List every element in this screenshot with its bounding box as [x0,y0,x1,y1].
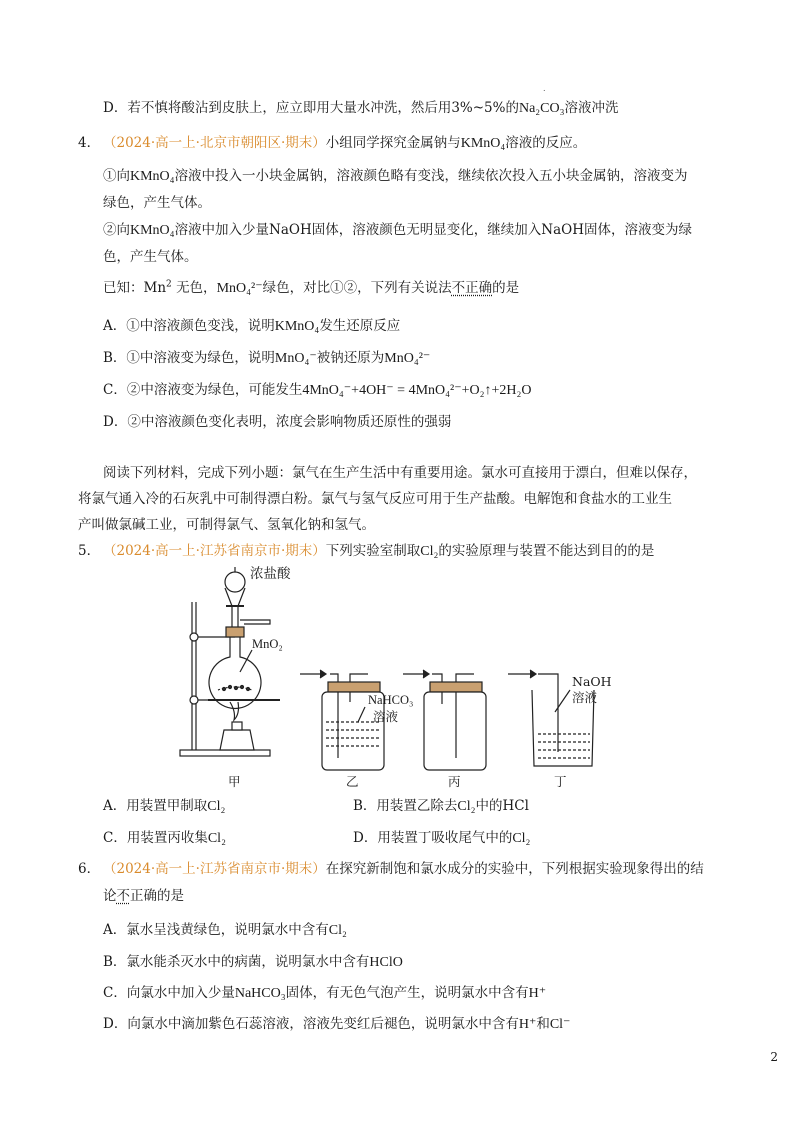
q4-option-a: A．①中溶液颜色变浅，说明KMnO₄发生还原反应 [103,318,401,334]
label-nahco3: NaHCO₃ [368,693,414,707]
q6-option-a: A．氯水呈浅黄绿色，说明氯水中含有Cl₂ [103,922,347,938]
q4-procedure-1-cont: 绿色，产生气体。 [103,195,211,211]
label-naoh-solution: NaOH溶液 [572,674,612,705]
q5-option-b: B．用装置乙除去Cl₂中的HCl [353,798,529,814]
label-jia: 甲 [228,774,241,789]
label-ding: 丁 [554,774,567,789]
q6-option-d: D．向氯水中滴加紫色石蕊溶液，溶液先变红后褪色，说明氯水中含有H⁺和Cl⁻ [103,1016,571,1032]
q4-number: 4． [78,135,101,151]
q5-number: 5． [78,543,101,559]
q6-stem-cont: 论不正确的是 [103,888,184,904]
prev-question-option-d: D．若不慎将酸沾到皮肤上，应立即用大量水冲洗，然后用3%~5%的Na₂CO₃溶液冲洗 [103,100,619,116]
apparatus-drawing [160,562,620,792]
q6-stem: （2024·高一上·江苏省南京市·期末）在探究新制饱和氯水成分的实验中，下列根据实验现象得出的结 [103,861,704,877]
reading-line-1: 阅读下列材料，完成下列小题：氯气在生产生活中有重要用途。氯水可直接用于漂白，但难以保存， [103,465,697,481]
reading-line-2: 将氯气通入冷的石灰乳中可制得漂白粉。氯气与氢气反应可用于生产盐酸。电解饱和食盐水的工业生 [78,491,672,507]
q6-option-b: B．氯水能杀灭水中的病菌，说明氯水中含有HClO [103,954,403,970]
label-concentrated-hcl: 浓盐酸 [250,566,291,582]
page-number: 2 [770,1050,778,1064]
reading-line-3: 产叫做氯碱工业，可制得氯气、氢氧化钠和氢气。 [78,517,375,533]
label-yi: 乙 [346,774,359,789]
apparatus-bing [403,670,486,770]
q4-procedure-1: ①向KMnO₄溶液中投入一小块金属钠，溶液颜色略有变浅，继续依次投入五小块金属钠，溶液变为 [103,168,688,184]
label-solution: 溶液 [373,709,399,724]
q5-stem: （2024·高一上·江苏省南京市·期末）下列实验室制取Cl₂的实验原理与装置不能达到目的的是 [103,543,655,559]
q4-procedure-2: ②向KMnO₄溶液中加入少量NaOH固体，溶液颜色无明显变化，继续加入NaOH固体，溶液变为绿 [103,222,692,238]
label-bing: 丙 [448,774,461,789]
q5-source: （2024·高一上·江苏省南京市·期末） [103,543,326,559]
apparatus-figure [160,562,620,792]
apparatus-yi [300,670,384,770]
q6-option-c: C．向氯水中加入少量NaHCO₃固体，有无色气泡产生，说明氯水中含有H⁺ [103,985,547,1001]
q6-number: 6． [78,861,101,877]
q5-option-d: D．用装置丁吸收尾气中的Cl₂ [353,830,531,846]
q5-option-a: A．用装置甲制取Cl₂ [103,798,226,814]
q4-stem: （2024·高一上·北京市朝阳区·期末）小组同学探究金属钠与KMnO₄溶液的反应。 [103,135,587,151]
q4-procedure-2-cont: 色，产生气体。 [103,249,198,265]
q6-source: （2024·高一上·江苏省南京市·期末） [103,861,326,877]
q5-option-c: C．用装置丙收集Cl₂ [103,830,226,846]
q4-option-d: D．②中溶液颜色变化表明，浓度会影响物质还原性的强弱 [103,414,452,430]
q4-source: （2024·高一上·北京市朝阳区·期末） [103,135,326,151]
q4-option-b: B．①中溶液变为绿色，说明MnO₄⁻被钠还原为MnO₄²⁻ [103,350,431,366]
document-page: . D．若不慎将酸沾到皮肤上，应立即用大量水冲洗，然后用3%~5%的Na₂CO₃溶液冲洗 4． （2024·高一上·北京市朝阳区·期末）小组同学探究金属钠与KMnO₄溶液的反应。 ①向KMnO₄溶液中投入一小块金属钠，溶液颜色略有变浅，继续依次投入五小块金属钠，溶液变为 绿色，产生气体。 ②向KMnO₄溶液中加入少量NaOH固体，溶液颜色无明显变化，继续加入NaOH固体，溶液变为绿 色，产生气体。 已知：Mn$^2$ 无色，MnO₄²⁻绿色，对比①②，下列有关说法不正确的是 A．①中溶液颜色变浅，说明KMnO₄发生还原反应 B．①中溶液变为绿色，说明MnO₄⁻被钠还原为MnO₄²⁻ C．②中溶液变为绿色，可能发生4MnO₄⁻+4OH⁻ = 4MnO₄²⁻+O₂↑+2H₂O D．②中溶液颜色变化表明，浓度会影响物质还原性的强弱 阅读下列材料，完成下列小题：氯气在生产生活中有重要用途。氯水可直接用于漂白，但难以保存， 将氯气通入冷的石灰乳中可制得漂白粉。氯气与氢气反应可用于生产盐酸。电解饱和食盐水的工业生 产叫做氯碱工业，可制得氯气、氢氧化钠和氢气。 5． （2024·高一上·江苏省南京市·期末）下列实验室制取Cl₂的实验原理与装置不能达到目的的是 浓盐酸 MnO₂ NaHCO₃ 溶液 NaOH溶液 甲 乙 丙 丁 A．用装置甲制取Cl₂ B．用装置乙除去Cl₂中的HCl C．用装置丙收集Cl₂ D．用装置丁吸收尾气中的Cl₂ 6． （2024·高一上·江苏省南京市·期末）在探究新制饱和氯水成分的实验中，下列根据实验现象得出的结 论不正确的是 A．氯水呈浅黄绿色，说明氯水中含有Cl₂ B．氯水能杀灭水中的病菌，说明氯水中含有HClO C．向氯水中加入少量NaHCO₃固体，有无色气泡产生，说明氯水中含有H⁺ D．向氯水中滴加紫色石蕊溶液，溶液先变红后褪色，说明氯水中含有H⁺和Cl⁻ 2 [78,84,778,1064]
apparatus-jia [180,567,280,756]
q4-known: 已知：Mn$^2$ 无色，MnO₄²⁻绿色，对比①②，下列有关说法不正确的是 [103,279,520,296]
label-mno2: MnO₂ [252,637,283,651]
q4-option-c: C．②中溶液变为绿色，可能发生4MnO₄⁻+4OH⁻ = 4MnO₄²⁻+O₂↑+2H₂O [103,382,532,398]
